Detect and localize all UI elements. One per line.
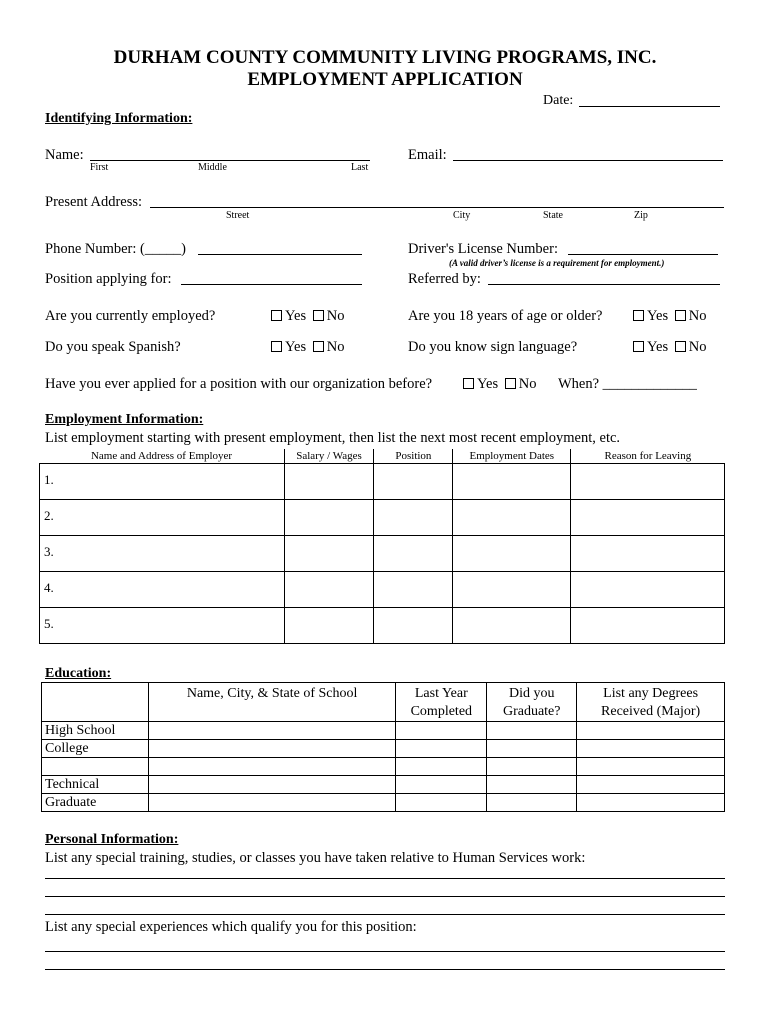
no-label: No bbox=[688, 339, 707, 355]
table-row bbox=[40, 608, 725, 644]
address-sub-street: Street bbox=[226, 210, 250, 221]
employment-instruction: List employment starting with present employment, then list the next most recent employment, etc. bbox=[45, 430, 621, 446]
name-sub-middle: Middle bbox=[198, 162, 227, 173]
checkbox-18-no[interactable] bbox=[675, 310, 686, 321]
table-row bbox=[42, 758, 725, 776]
referred-label: Referred by: bbox=[408, 271, 481, 287]
checkbox-employed-yes[interactable] bbox=[271, 310, 282, 321]
col-employer: Name and Address of Employer bbox=[40, 449, 285, 464]
when-label: When? _____________ bbox=[558, 376, 697, 392]
q-spanish: Do you speak Spanish? bbox=[45, 339, 181, 355]
col-school: Name, City, & State of School bbox=[148, 683, 395, 722]
yes-label: Yes bbox=[647, 308, 669, 324]
q-employed-options bbox=[271, 307, 344, 325]
row-label: Graduate bbox=[42, 794, 149, 812]
address-sub-zip: Zip bbox=[634, 210, 648, 221]
no-label: No bbox=[326, 339, 345, 355]
license-field[interactable] bbox=[568, 254, 718, 255]
training-prompt: List any special training, studies, or classes you have taken relative to Human Services work: bbox=[45, 850, 586, 866]
no-label: No bbox=[518, 376, 537, 392]
experience-line-2[interactable] bbox=[45, 969, 725, 970]
row-number[interactable]: 1. bbox=[40, 464, 285, 500]
table-row bbox=[40, 536, 725, 572]
no-label: No bbox=[688, 308, 707, 324]
checkbox-18-yes[interactable] bbox=[633, 310, 644, 321]
table-row bbox=[42, 794, 725, 812]
phone-label: Phone Number: (_____) bbox=[45, 241, 186, 257]
q-employed: Are you currently employed? bbox=[45, 308, 216, 324]
table-row bbox=[40, 500, 725, 536]
col-salary: Salary / Wages bbox=[284, 449, 374, 464]
checkbox-applied-yes[interactable] bbox=[463, 378, 474, 389]
license-label: Driver's License Number: bbox=[408, 241, 558, 257]
email-label: Email: bbox=[408, 147, 447, 163]
name-field[interactable] bbox=[90, 160, 370, 161]
row-number[interactable]: 5. bbox=[40, 608, 285, 644]
q-18: Are you 18 years of age or older? bbox=[408, 308, 603, 324]
education-header-row bbox=[42, 683, 725, 722]
date-field[interactable] bbox=[579, 106, 720, 107]
checkbox-sign-yes[interactable] bbox=[633, 341, 644, 352]
employment-header-row bbox=[40, 449, 725, 464]
education-table bbox=[41, 682, 725, 812]
table-row bbox=[42, 776, 725, 794]
employment-heading: Employment Information: bbox=[45, 412, 204, 427]
yes-label: Yes bbox=[285, 308, 307, 324]
name-label: Name: bbox=[45, 147, 84, 163]
name-sub-first: First bbox=[90, 162, 109, 173]
yes-label: Yes bbox=[477, 376, 499, 392]
date-label: Date: bbox=[543, 93, 574, 108]
q-applied: Have you ever applied for a position with our organization before? bbox=[45, 376, 433, 392]
row-label: College bbox=[42, 740, 149, 758]
table-row bbox=[40, 464, 725, 500]
checkbox-spanish-yes[interactable] bbox=[271, 341, 282, 352]
q-18-options bbox=[633, 307, 706, 325]
checkbox-applied-no[interactable] bbox=[505, 378, 516, 389]
education-heading: Education: bbox=[45, 666, 112, 681]
license-note: (A valid driver’s license is a requirement for employment.) bbox=[449, 258, 665, 268]
row-number[interactable]: 3. bbox=[40, 536, 285, 572]
no-label: No bbox=[326, 308, 345, 324]
q-spanish-options bbox=[271, 338, 344, 356]
row-label: High School bbox=[42, 722, 149, 740]
col-level bbox=[42, 683, 149, 722]
checkbox-sign-no[interactable] bbox=[675, 341, 686, 352]
identifying-heading: Identifying Information: bbox=[45, 111, 193, 126]
row-number[interactable]: 4. bbox=[40, 572, 285, 608]
col-degrees: List any Degrees Received (Major) bbox=[577, 683, 725, 722]
col-graduate: Did you Graduate? bbox=[487, 683, 577, 722]
training-line-3[interactable] bbox=[45, 914, 725, 915]
name-sub-last: Last bbox=[351, 162, 369, 173]
position-field[interactable] bbox=[181, 284, 362, 285]
phone-field[interactable] bbox=[198, 254, 362, 255]
experience-prompt: List any special experiences which qualify you for this position: bbox=[45, 919, 417, 935]
address-field[interactable] bbox=[150, 207, 724, 208]
yes-label: Yes bbox=[285, 339, 307, 355]
form-subtitle: EMPLOYMENT APPLICATION bbox=[247, 69, 523, 90]
training-line-1[interactable] bbox=[45, 878, 725, 879]
checkbox-employed-no[interactable] bbox=[313, 310, 324, 321]
email-field[interactable] bbox=[453, 160, 723, 161]
table-row bbox=[40, 572, 725, 608]
address-sub-state: State bbox=[543, 210, 563, 221]
personal-heading: Personal Information: bbox=[45, 832, 179, 847]
col-position: Position bbox=[374, 449, 453, 464]
q-sign: Do you know sign language? bbox=[408, 339, 578, 355]
yes-label: Yes bbox=[647, 339, 669, 355]
experience-line-1[interactable] bbox=[45, 951, 725, 952]
employment-table bbox=[39, 449, 725, 644]
table-row bbox=[42, 722, 725, 740]
address-sub-city: City bbox=[453, 210, 471, 221]
q-sign-options bbox=[633, 338, 706, 356]
checkbox-spanish-no[interactable] bbox=[313, 341, 324, 352]
col-reason: Reason for Leaving bbox=[571, 449, 725, 464]
address-label: Present Address: bbox=[45, 194, 143, 210]
position-label: Position applying for: bbox=[45, 271, 172, 287]
row-number[interactable]: 2. bbox=[40, 500, 285, 536]
referred-field[interactable] bbox=[488, 284, 720, 285]
row-label bbox=[42, 758, 149, 776]
row-label: Technical bbox=[42, 776, 149, 794]
col-dates: Employment Dates bbox=[453, 449, 571, 464]
q-applied-options bbox=[463, 375, 536, 393]
training-line-2[interactable] bbox=[45, 896, 725, 897]
form-title: DURHAM COUNTY COMMUNITY LIVING PROGRAMS, INC. bbox=[113, 47, 657, 68]
table-row bbox=[42, 740, 725, 758]
col-last-year: Last Year Completed bbox=[396, 683, 487, 722]
